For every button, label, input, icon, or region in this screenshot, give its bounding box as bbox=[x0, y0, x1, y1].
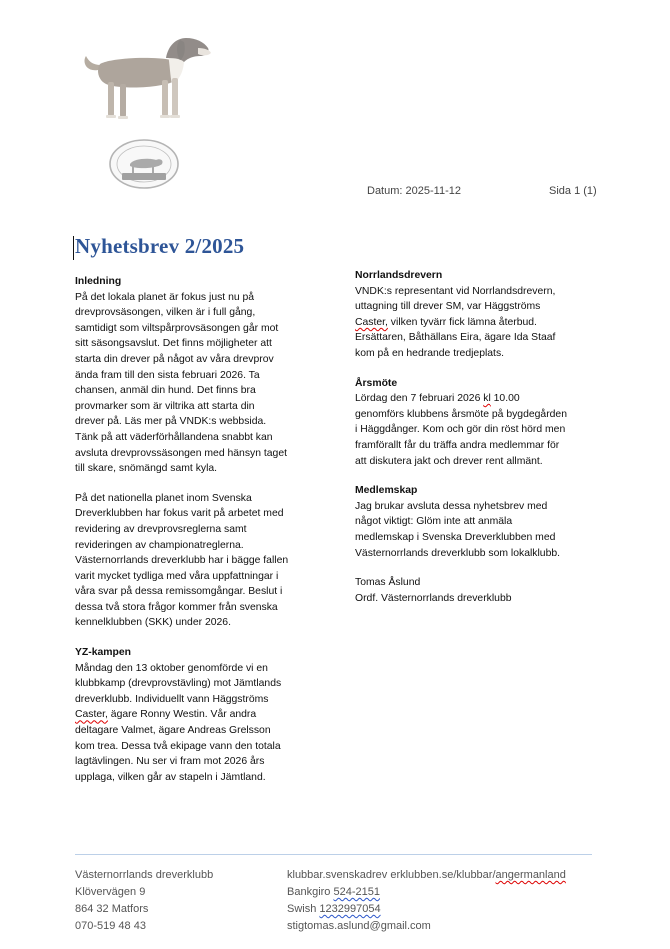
footer-club-name: Västernorrlands dreverklubb bbox=[75, 869, 214, 881]
spellcheck-word[interactable]: Caster, bbox=[75, 709, 108, 721]
club-logo bbox=[108, 138, 180, 190]
text-cursor bbox=[73, 236, 74, 260]
section-heading-arsmote: Årsmöte bbox=[355, 377, 398, 389]
footer-swish: Swish 1232997054 bbox=[287, 903, 381, 915]
page-indicator: Sida 1 (1) bbox=[549, 185, 597, 197]
footer-postal: 864 32 Matfors bbox=[75, 903, 149, 915]
spellcheck-word[interactable]: Caster, bbox=[355, 316, 388, 328]
signature-title: Ordf. Västernorrlands dreverklubb bbox=[355, 592, 512, 604]
section-heading-norrlandsdrevern: Norrlandsdrevern bbox=[355, 270, 443, 281]
norrlandsdrevern-paragraph: VNDK:s representant vid Norrlandsdrevern, uttagning till drever SM, var Häggströms Caster, vilken tyvärr fick lämna återbud. Ersättaren, Båthällans Eira, ägare Ida Staaf kom på en hedrande tredjeplats. bbox=[355, 285, 556, 359]
footer-address bbox=[75, 867, 275, 935]
dog-illustration bbox=[80, 32, 215, 127]
footer-street: Klövervägen 9 bbox=[75, 886, 146, 898]
medlemskap-paragraph: Jag brukar avsluta dessa nyhetsbrev med något viktigt: Glöm inte att anmäla medlemskap i Svenska Dreverklubben med Västernorrlands dreverklubb som lokalklubb. bbox=[355, 500, 561, 559]
section-heading-yz: YZ-kampen bbox=[75, 647, 132, 659]
newsletter-title: Nyhetsbrev 2/2025 bbox=[75, 234, 245, 258]
footer-phone: 070-519 48 43 bbox=[75, 920, 146, 932]
signature-name: Tomas Åslund bbox=[355, 577, 421, 589]
yz-paragraph: Måndag den 13 oktober genomförde vi en klubbkamp (drevprovstävling) mot Jämtlands dreverklubb. Individuellt vann Häggströms Caster, ägare Ronny Westin. Vår andra deltagare Valmet, ägare Andreas Grelsson kom trea. Dessa två ekipage vann den totala lagtävlingen. Nu ser vi fram mot 2026 års upplaga, vilken går av stapeln i Jämtland. bbox=[75, 662, 282, 783]
spellcheck-word[interactable]: kl bbox=[483, 393, 491, 405]
section-heading-intro: Inledning bbox=[75, 276, 122, 287]
left-column bbox=[75, 274, 315, 785]
document-date: Datum: 2025-11-12 bbox=[367, 185, 461, 197]
intro-paragraph-1: På det lokala planet är fokus just nu på drevprovsäsongen, vilken är i full gång, samtidigt som viltspårprovsäsongen går mot sitt säsongsavslut. Det finns möjligheter att starta din drever på något av våra drevprov ända fram till den sista februari 2026. Ta chansen, anmäl din hund. Det finns bra provmarker som är viltrika att starta din drever på. Läs mer på VNDK:s webbsida. Tänk på att väderförhållandena snabbt kan avsluta drevprovssäsongen med hänsyn taget till skare, snömängd samt kyla. bbox=[75, 291, 287, 475]
footer-bankgiro: Bankgiro 524-2151 bbox=[287, 886, 380, 898]
footer-contact bbox=[287, 867, 607, 935]
intro-paragraph-2: På det nationella planet inom Svenska Dreverklubben har fokus varit på arbetet med revidering av drevprovsreglerna samt revideringen av championatreglerna. Västernorrlands dreverklubb har i bägge fallen varit mycket tydliga med våra uppfattningar i våra svar på dessa remissomgångar. Beslut i dessa två stora frågor kommer från svenska kennelklubben (SKK) under 2026. bbox=[75, 492, 289, 629]
footer-email[interactable]: stigtomas.aslund@gmail.com bbox=[287, 920, 431, 932]
footer-divider bbox=[75, 854, 592, 855]
arsmote-paragraph: Lördag den 7 februari 2026 kl 10.00 genomförs klubbens årsmöte på bygdegården i Häggdånger. Kom och gör din röst hörd men framförallt får du träffa andra medlemmar för att diskutera jakt och drever rent allmänt. bbox=[355, 393, 567, 467]
footer-website[interactable]: klubbar.svenskadrev erklubben.se/klubbar/angermanland bbox=[287, 869, 566, 881]
section-heading-medlemskap: Medlemskap bbox=[355, 485, 418, 497]
right-column bbox=[355, 268, 595, 606]
